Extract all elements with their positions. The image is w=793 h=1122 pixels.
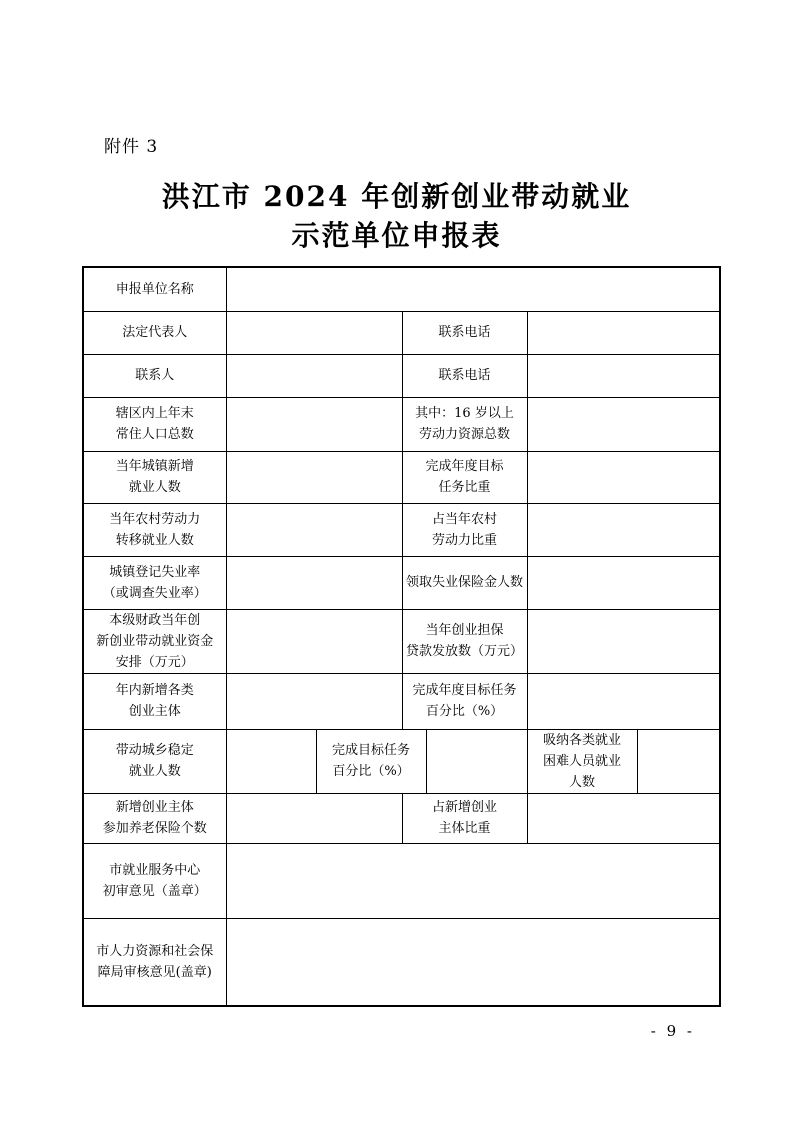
form-row — [83, 843, 720, 918]
new-entities-field[interactable] — [226, 673, 402, 729]
form-row — [83, 793, 720, 843]
form-row — [83, 609, 720, 673]
legal-rep-label: 法定代表人 — [83, 311, 226, 354]
labor-16-field[interactable] — [527, 397, 720, 451]
form-row — [83, 267, 720, 311]
legal-rep-field[interactable] — [226, 311, 402, 354]
rural-transfer-field[interactable] — [226, 503, 402, 556]
form-row — [83, 673, 720, 729]
hard-to-employ-label: 吸纳各类就业 困难人员就业 人数 — [527, 729, 637, 793]
bureau-opinion-field[interactable] — [226, 918, 720, 1006]
target-pct-field[interactable] — [527, 673, 720, 729]
rural-ratio-field[interactable] — [527, 503, 720, 556]
form-row — [83, 311, 720, 354]
form-row — [83, 354, 720, 397]
hard-to-employ-field[interactable] — [637, 729, 720, 793]
phone-field[interactable] — [527, 311, 720, 354]
unemployment-rate-label: 城镇登记失业率 （或调查失业率） — [83, 556, 226, 609]
population-label: 辖区内上年末 常住人口总数 — [83, 397, 226, 451]
stable-jobs-field[interactable] — [226, 729, 316, 793]
rural-ratio-label: 占当年农村 劳动力比重 — [402, 503, 527, 556]
form-row — [83, 729, 720, 793]
target-pct-label: 完成年度目标任务 百分比（%） — [402, 673, 527, 729]
center-opinion-label: 市就业服务中心 初审意见（盖章） — [83, 843, 226, 918]
form-row — [83, 556, 720, 609]
guarantee-loans-label: 当年创业担保 贷款发放数（万元） — [402, 609, 527, 673]
fiscal-funds-field[interactable] — [226, 609, 402, 673]
attachment-label: 附件 3 — [104, 137, 159, 157]
page-number: - 9 - — [650, 1022, 695, 1040]
target-ratio-label: 完成年度目标 任务比重 — [402, 451, 527, 503]
urban-new-jobs-field[interactable] — [226, 451, 402, 503]
form-title-line1: 洪江市 2024 年创新创业带动就业 — [161, 180, 632, 213]
form-title-line2: 示范单位申报表 — [291, 219, 502, 252]
unit-name-label: 申报单位名称 — [83, 267, 226, 311]
fiscal-funds-label: 本级财政当年创 新创业带动就业资金 安排（万元） — [83, 609, 226, 673]
stable-jobs-label: 带动城乡稳定 就业人数 — [83, 729, 226, 793]
entity-ratio-label: 占新增创业 主体比重 — [402, 793, 527, 843]
form-row — [83, 503, 720, 556]
form-row — [83, 451, 720, 503]
insurance-recipients-field[interactable] — [527, 556, 720, 609]
form-row — [83, 397, 720, 451]
contact-phone-field[interactable] — [527, 354, 720, 397]
unit-name-field[interactable] — [226, 267, 720, 311]
bureau-opinion-label: 市人力资源和社会保 障局审核意见(盖章) — [83, 918, 226, 1006]
phone-label: 联系电话 — [402, 311, 527, 354]
unemployment-rate-field[interactable] — [226, 556, 402, 609]
form-row — [83, 918, 720, 1006]
target-pct2-label: 完成目标任务 百分比（%） — [316, 729, 426, 793]
center-opinion-field[interactable] — [226, 843, 720, 918]
insurance-recipients-label: 领取失业保险金人数 — [402, 556, 527, 609]
new-entities-label: 年内新增各类 创业主体 — [83, 673, 226, 729]
contact-label: 联系人 — [83, 354, 226, 397]
labor-16-label: 其中：16 岁以上 劳动力资源总数 — [402, 397, 527, 451]
application-form-table — [82, 266, 721, 1007]
contact-phone-label: 联系电话 — [402, 354, 527, 397]
target-pct2-field[interactable] — [426, 729, 527, 793]
population-field[interactable] — [226, 397, 402, 451]
pension-entities-field[interactable] — [226, 793, 402, 843]
contact-field[interactable] — [226, 354, 402, 397]
target-ratio-field[interactable] — [527, 451, 720, 503]
urban-new-jobs-label: 当年城镇新增 就业人数 — [83, 451, 226, 503]
entity-ratio-field[interactable] — [527, 793, 720, 843]
rural-transfer-label: 当年农村劳动力 转移就业人数 — [83, 503, 226, 556]
guarantee-loans-field[interactable] — [527, 609, 720, 673]
pension-entities-label: 新增创业主体 参加养老保险个数 — [83, 793, 226, 843]
